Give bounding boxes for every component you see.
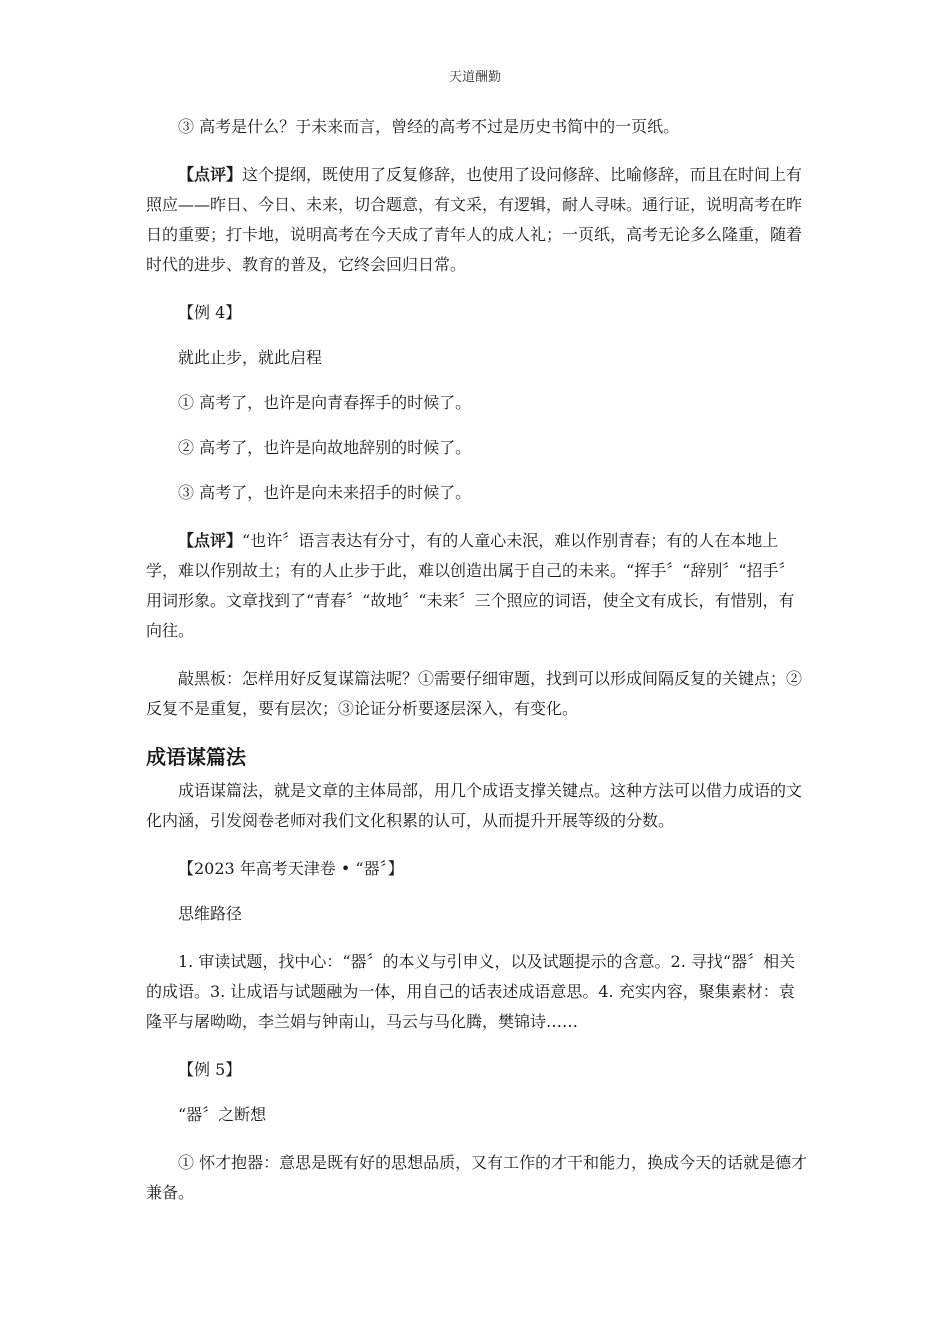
section-title: 成语谋篇法 xyxy=(146,745,246,769)
example-4-title: 就此止步，就此启程 xyxy=(178,348,323,367)
thinking-path-label: 思维路径 xyxy=(178,904,243,923)
example-5-heading: 【例 5】 xyxy=(178,1060,242,1079)
commentary-paragraph-2 xyxy=(146,526,808,646)
outline-item-3: ③ 高考是什么？于未来而言，曾经的高考不过是历史书简中的一页纸。 xyxy=(178,117,680,136)
commentary-text-2: “也许〞语言表达有分寸，有的人童心未泯，难以作别青春；有的人在本地上学，难以作别故土；有的人止步于此，难以创造出属于自己的未来。“挥手〞“辞别〞“招手〞用词形象。文章找到了“青春〞“故地〞“未来〞三个照应的词语，使全文有成长，有惜别，有向往。 xyxy=(146,531,795,640)
document-body xyxy=(146,112,808,1208)
section-intro: 成语谋篇法，就是文章的主体局部，用几个成语支撑关键点。这种方法可以借力成语的文化内涵，引发阅卷老师对我们文化积累的认可，从而提升开展等级的分数。 xyxy=(146,781,803,830)
exam-reference: 【2023 年高考天津卷 • “器〞】 xyxy=(178,859,404,878)
commentary-label-2: 【点评】 xyxy=(178,531,243,550)
commentary-paragraph xyxy=(146,160,808,280)
example-4-item-1: ① 高考了，也许是向青春挥手的时候了。 xyxy=(178,393,472,412)
commentary-text: 这个提纲，既使用了反复修辞，也使用了设问修辞、比喻修辞，而且在时间上有照应——昨日、今日、未来，切合题意，有文采，有逻辑，耐人寻味。通行证，说明高考在昨日的重要；打卡地，说明高考在今天成了青年人的成人礼；一页纸，高考无论多么隆重，随着时代的进步、教育的普及，它终会回归日常。 xyxy=(146,165,803,274)
example-4-item-3: ③ 高考了，也许是向未来招手的时候了。 xyxy=(178,483,472,502)
example-4-heading: 【例 4】 xyxy=(178,303,242,322)
thinking-path-steps: 1. 审读试题，找中心：“器〞的本义与引申义，以及试题提示的含意。2. 寻找“器〞相关的成语。3. 让成语与试题融为一体，用自己的话表述成语意思。4. 充实内容，聚集素材：袁隆平与屠呦呦，李兰娟与钟南山，马云与马化腾，樊锦诗…… xyxy=(146,952,796,1031)
example-5-item-1: ① 怀才抱器：意思是既有好的思想品质，又有工作的才干和能力，换成今天的话就是德才兼备。 xyxy=(146,1153,808,1202)
commentary-label: 【点评】 xyxy=(178,165,243,184)
page-header: 天道酬勤 xyxy=(448,70,501,85)
example-5-title: “器〞之断想 xyxy=(178,1105,267,1124)
example-4-item-2: ② 高考了，也许是向故地辞别的时候了。 xyxy=(178,438,472,457)
key-points-paragraph: 敲黑板：怎样用好反复谋篇法呢？①需要仔细审题，找到可以形成间隔反复的关键点；②反复不是重复，要有层次；③论证分析要逐层深入，有变化。 xyxy=(146,669,803,718)
